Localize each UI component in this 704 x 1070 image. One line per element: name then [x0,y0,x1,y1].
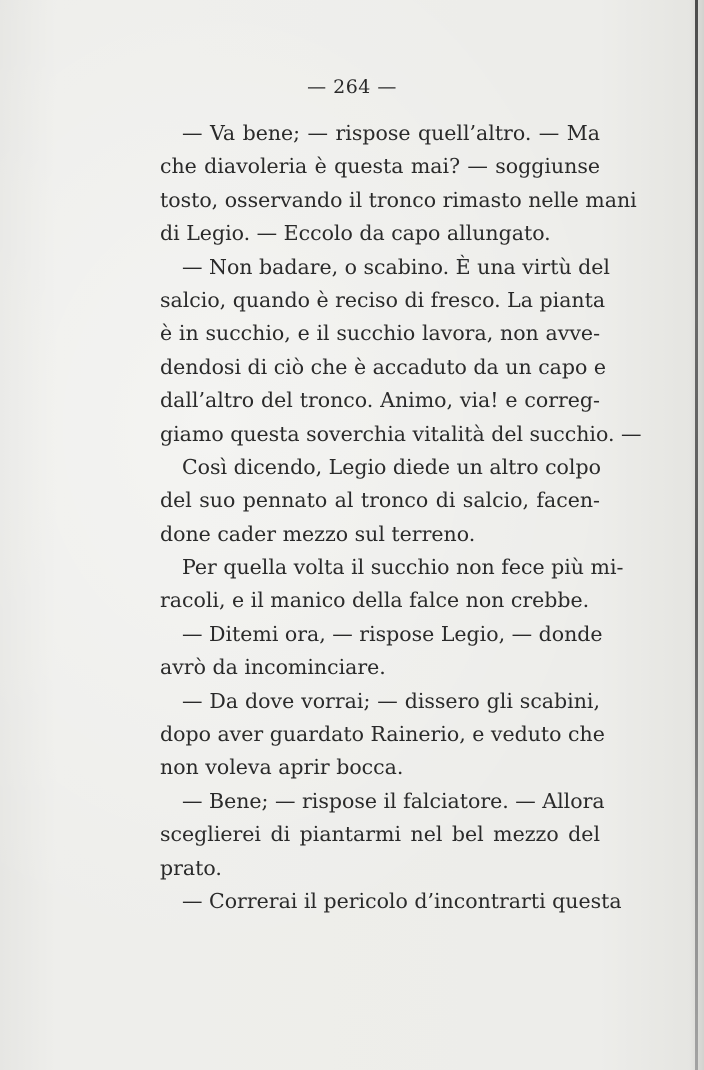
paragraph [160,785,605,885]
paragraph [160,885,622,918]
text-line: — Non badare, o scabino. È una virtù del [182,254,610,279]
text-line: Per quella volta il succhio non fece più mi- [182,555,624,580]
text-line: di Legio. — Eccolo da capo allungato. [160,221,551,246]
paragraph [160,251,642,451]
text-line: salcio, quando è reciso di fresco. La pianta [160,287,606,312]
page-number: — 264 — [307,76,397,98]
text-line: dall’altro del tronco. Animo, via! e correg- [160,388,600,413]
paragraph [160,451,600,551]
text-line: è in succhio, e il succhio lavora, non avve- [160,321,600,346]
text-line: racoli, e il manico della falce non crebbe. [160,588,590,613]
text-line: che diavoleria è questa mai? — soggiunse [160,154,600,179]
text-line: Così dicendo, Legio diede un altro colpo [182,454,601,479]
text-line: — Da dove vorrai; — dissero gli scabini, [182,688,600,713]
text-line: — Ditemi ora, — rispose Legio, — donde [182,621,603,646]
book-spine [695,0,698,1070]
paragraph [160,618,603,685]
text-line: dopo aver guardato Rainerio, e veduto che [160,722,605,747]
text-line: dendosi di ciò che è accaduto da un capo e [160,354,607,379]
text-line: done cader mezzo sul terreno. [160,521,476,546]
body-text [160,117,642,918]
text-line: — Va bene; — rispose quell’altro. — Ma [182,121,600,145]
paragraph [160,117,637,251]
text-line: avrò da incominciare. [160,655,386,680]
text-line: sceglierei di piantarmi nel bel mezzo del [160,822,600,847]
text-line: tosto, osservando il tronco rimasto nelle mani [160,187,637,212]
text-line: non voleva aprir bocca. [160,755,404,780]
text-line: giamo questa soverchia vitalità del succhio. — [160,421,642,446]
text-line: prato. [160,855,222,880]
paragraph [160,685,605,785]
text-line: — Correrai il pericolo d’incontrarti questa [182,888,622,913]
text-line: — Bene; — rispose il falciatore. — Allora [182,788,605,813]
paragraph [160,551,624,618]
text-line: del suo pennato al tronco di salcio, facen- [160,488,600,513]
